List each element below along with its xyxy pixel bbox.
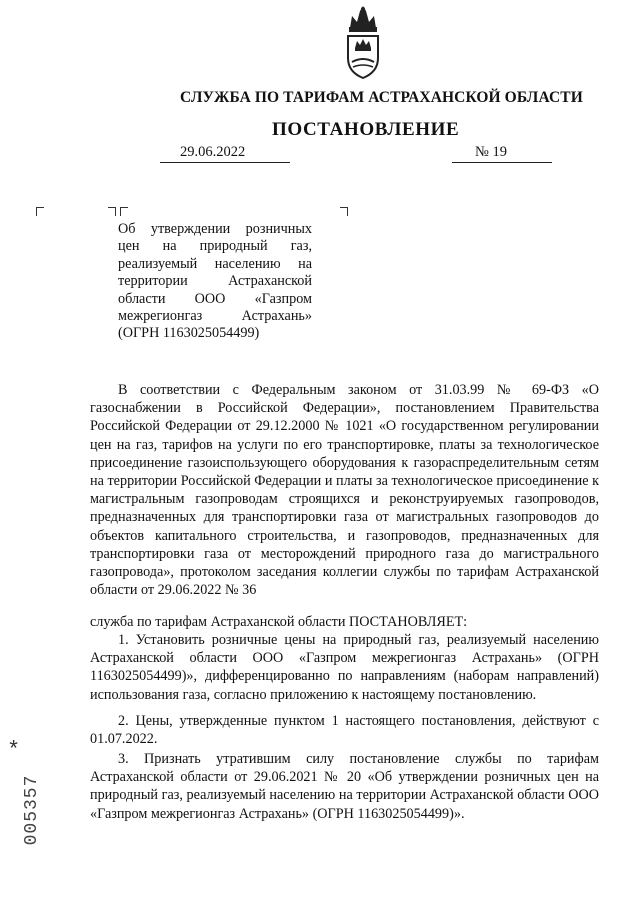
- coat-of-arms-emblem: [340, 6, 386, 82]
- organization-name: СЛУЖБА ПО ТАРИФАМ АСТРАХАНСКОЙ ОБЛАСТИ: [180, 89, 583, 106]
- number-underline: [452, 162, 552, 163]
- preamble-paragraph: В соответствии с Федеральным законом от 31.03.99 № 69-ФЗ «О газоснабжении в Российской Федерации», постановлением Правительства Российской Федерации от 29.12.2000 № 1021 «О государственном регулировании цен на газ, тарифов на услуги по его транспортировке, платы за технологическое присоединение газоиспользующего оборудования к газораспределительным сетям на территории Российской Федерации и платы за технологическое присоединение к магистральным газопроводам строящихся и реконструируемых газопроводов, предназначенных для транспортировки газа от магистральных газопроводов до объектов капитального строительства, и газопроводов, предназначенных для транспортировки газа от месторождений природного газа до магистрального газопровода», протоколом заседания коллегии службы по тарифам Астраханской области от 29.06.2022 № 36: [90, 382, 599, 599]
- corner-mark-right: [340, 207, 348, 216]
- document-type-title: ПОСТАНОВЛЕНИЕ: [272, 119, 460, 140]
- corner-mark-subject-start: [120, 207, 128, 216]
- date-underline: [160, 162, 290, 163]
- resolution-phrase: служба по тарифам Астраханской области ПОСТАНОВЛЯЕТ:: [90, 614, 468, 630]
- corner-mark-left: [36, 207, 44, 216]
- item-2-paragraph: 2. Цены, утвержденные пунктом 1 настоящего постановления, действуют с 01.07.2022.: [90, 713, 599, 748]
- document-date: 29.06.2022: [180, 144, 246, 160]
- margin-registration-number: 005357: [22, 774, 42, 846]
- margin-asterisk-mark: *: [7, 738, 21, 763]
- corner-mark-subject-left: [108, 207, 116, 216]
- document-number: № 19: [475, 144, 507, 160]
- item-1-paragraph: 1. Установить розничные цены на природный газ, реализуемый населению Астраханской области ООО «Газпром межрегионгаз Астрахань» (ОГРН 1163025054499)», дифференцированно по направлениям (наборам направлений) использования газа, согласно приложению к настоящему постановлению.: [90, 632, 599, 703]
- item-3-paragraph: 3. Признать утратившим силу постановление службы по тарифам Астраханской области от 29.06.2021 № 20 «Об утверждении розничных цен на природный газ, реализуемый населению на территории Астраханской области ООО «Газпром межрегионгаз Астрахань» (ОГРН 1163025054499)».: [90, 751, 599, 822]
- document-subject: Об утверждении розничных цен на природный газ, реализуемый населению на территории Астраханской области ООО «Газпром межрегионгаз Астрахань» (ОГРН 1163025054499): [118, 221, 312, 342]
